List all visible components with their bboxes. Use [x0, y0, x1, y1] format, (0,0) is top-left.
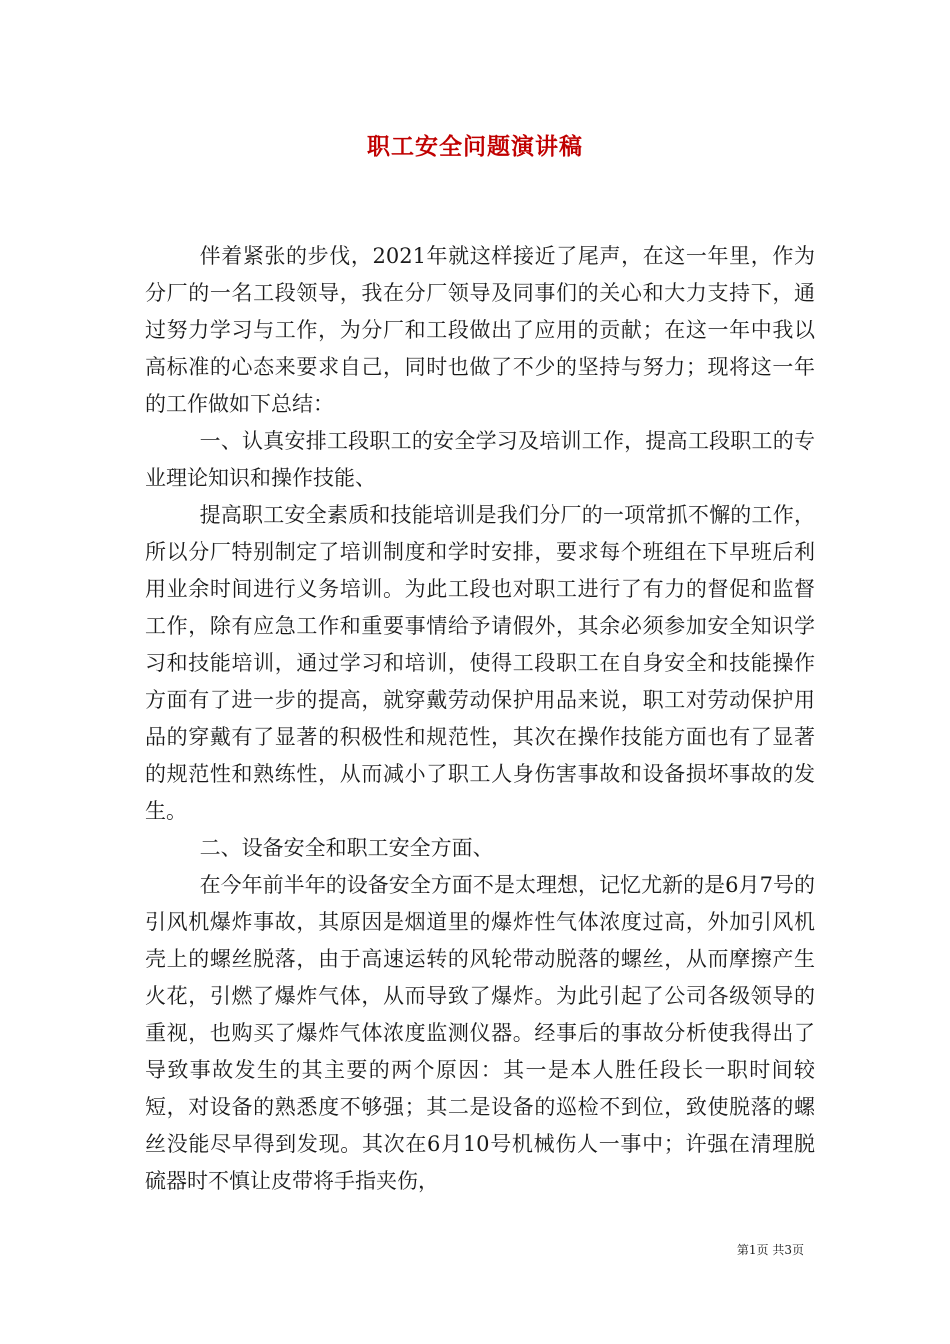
section-heading: 一、认真安排工段职工的安全学习及培训工作，提高工段职工的专业理论知识和操作技能、 [145, 429, 815, 490]
paragraph: 提高职工安全素质和技能培训是我们分厂的一项常抓不懈的工作，所以分厂特别制定了培训制度和学时安排，要求每个班组在下早班后利用业余时间进行义务培训。为此工段也对职工进行了有力的督促和监督工作，除有应急工作和重要事情给予请假外，其余必须参加安全知识学习和技能培训，通过学习和培训，使得工段职工在自身安全和技能操作方面有了进一步的提高，就穿戴劳动保护用品来说，职工对劳动保护用品的穿戴有了显著的积极性和规范性，其次在操作技能方面也有了显著的规范性和熟练性，从而减小了职工人身伤害事故和设备损坏事故的发生。 [145, 503, 815, 823]
paragraph: 在今年前半年的设备安全方面不是太理想，记忆尤新的是6月7号的引风机爆炸事故，其原因是烟道里的爆炸性气体浓度过高，外加引风机壳上的螺丝脱落，由于高速运转的风轮带动脱落的螺丝，从而摩擦产生火花，引燃了爆炸气体，从而导致了爆炸。为此引起了公司各级领导的重视，也购买了爆炸气体浓度监测仪器。经事后的事故分析使我得出了导致事故发生的其主要的两个原因：其一是本人胜任段长一职时间较短，对设备的熟悉度不够强；其二是设备的巡检不到位，致使脱落的螺丝没能尽早得到发现。其次在6月10号机械伤人一事中；许强在清理脱硫器时不慎让皮带将手指夹伤， [145, 873, 815, 1193]
page-number: 第1页 共3页 [736, 1243, 804, 1257]
page-title: 职工安全问题演讲稿 [367, 133, 583, 160]
section-heading: 二、设备安全和职工安全方面、 [199, 836, 494, 860]
document-body [145, 238, 815, 1200]
paragraph: 伴着紧张的步伐，2021年就这样接近了尾声，在这一年里，作为分厂的一名工段领导，我在分厂领导及同事们的关心和大力支持下，通过努力学习与工作，为分厂和工段做出了应用的贡献；在这一年中我以高标准的心态来要求自己，同时也做了不少的坚持与努力；现将这一年的工作做如下总结： [145, 244, 815, 416]
